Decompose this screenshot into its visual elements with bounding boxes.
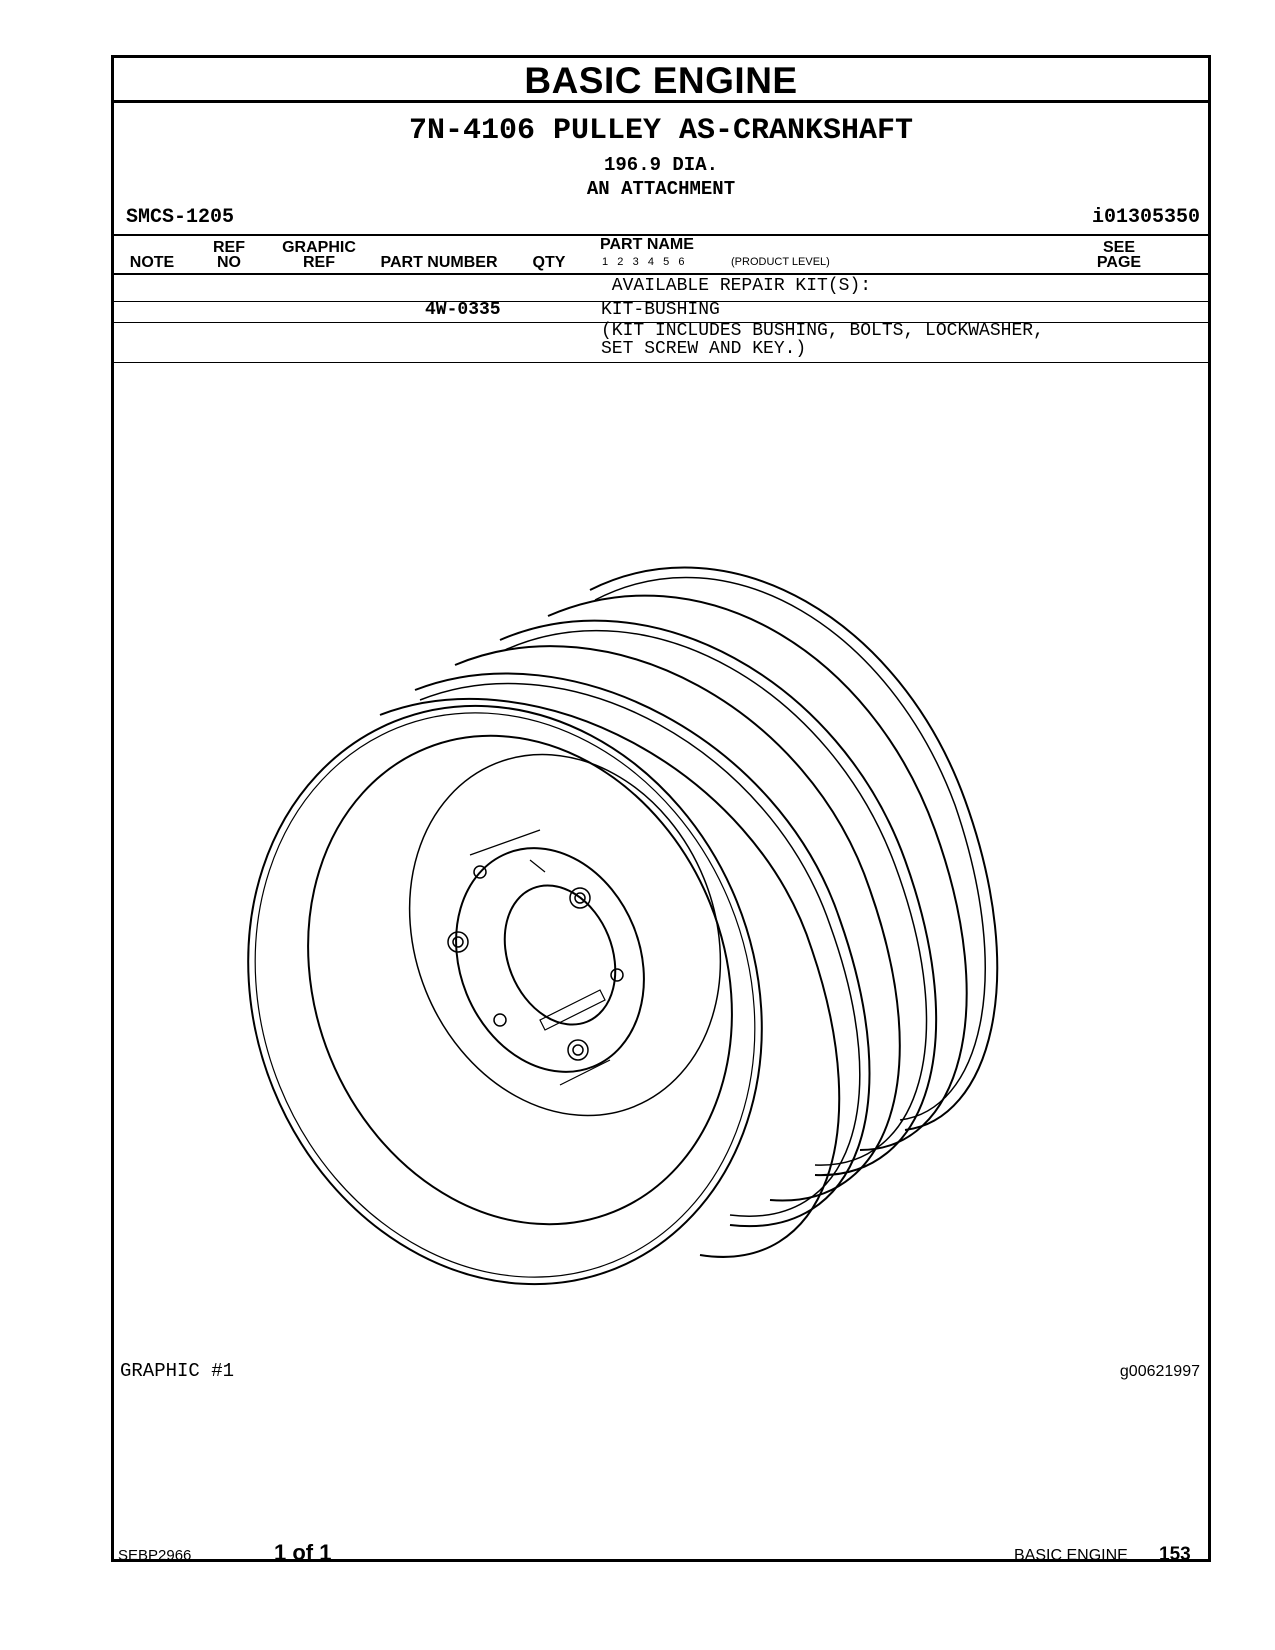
- part-title: 7N-4106 PULLEY AS-CRANKSHAFT: [408, 114, 914, 148]
- col-qty: QTY: [532, 254, 566, 271]
- col-note: NOTE: [129, 254, 175, 271]
- col-levels: 1 2 3 4 5 6: [602, 256, 685, 268]
- row-part-name: (KIT INCLUDES BUSHING, BOLTS, LOCKWASHER, SET SCREW AND KEY.): [601, 321, 1044, 359]
- col-part-name: PART NAME: [600, 236, 694, 253]
- footer-section: BASIC ENGINE: [1014, 1547, 1128, 1564]
- col-graphic-ref-2: REF: [303, 254, 335, 271]
- graphic-number: g00621997: [1119, 1363, 1200, 1380]
- footer-page-of: 1 of 1: [274, 1540, 332, 1565]
- section-title: BASIC ENGINE: [524, 60, 798, 101]
- info-id: i01305350: [1091, 206, 1200, 229]
- col-product-level: (PRODUCT LEVEL): [731, 256, 830, 268]
- diameter-label: 196.9 DIA.: [603, 154, 719, 176]
- row-part-number: 4W-0335: [425, 300, 501, 320]
- col-ref-no-1: REF: [213, 239, 245, 256]
- footer-page-number: 153: [1159, 1544, 1191, 1565]
- attachment-label: AN ATTACHMENT: [586, 178, 736, 200]
- smcs-code: SMCS-1205: [126, 206, 235, 229]
- footer-doc-number: SEBP2966: [118, 1547, 192, 1564]
- col-see-page-2: PAGE: [1096, 254, 1142, 271]
- graphic-label: GRAPHIC #1: [120, 1360, 235, 1382]
- col-see-page-1: SEE: [1102, 239, 1135, 256]
- col-ref-no-2: NO: [217, 254, 241, 271]
- row-part-name: KIT-BUSHING: [601, 300, 720, 320]
- col-part-number: PART NUMBER: [380, 254, 498, 271]
- col-graphic-ref-1: GRAPHIC: [282, 239, 356, 256]
- row-part-name: AVAILABLE REPAIR KIT(S):: [601, 276, 872, 296]
